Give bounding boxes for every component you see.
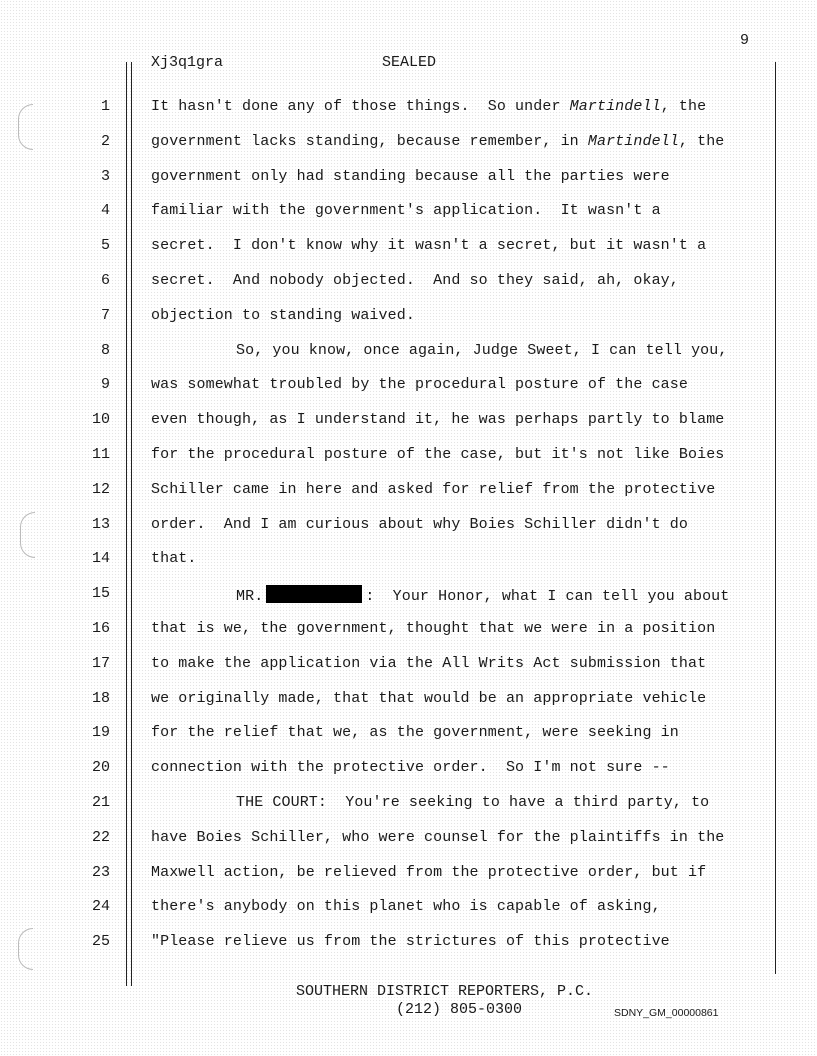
line-text <box>151 376 688 393</box>
sealed-label: SEALED <box>382 54 437 71</box>
text-segment: government lacks standing, because remember, in <box>151 132 588 150</box>
transcript-line <box>0 196 817 231</box>
line-number: 21 <box>91 793 110 811</box>
line-number: 15 <box>91 585 110 603</box>
transcript-line <box>0 370 817 405</box>
transcript-line <box>0 718 817 753</box>
transcript-line <box>0 788 817 823</box>
text-segment: government only had standing because all the parties were <box>151 167 670 185</box>
transcript-line <box>0 127 817 162</box>
line-text <box>151 133 724 150</box>
text-segment: secret. And nobody objected. And so they said, ah, okay, <box>151 271 679 289</box>
line-text <box>151 898 661 915</box>
text-segment: secret. I don't know why it wasn't a secret, but it wasn't a <box>151 237 707 255</box>
text-segment: It hasn't done any of those things. So under <box>151 98 570 115</box>
text-segment: THE COURT: You're seeking to have a third party, to <box>236 793 710 811</box>
text-segment: order. And I am curious about why Boies Schiller didn't do <box>151 515 688 533</box>
text-segment: have Boies Schiller, who were counsel for the plaintiffs in the <box>151 828 725 846</box>
case-name-italic: Martindell <box>587 132 679 150</box>
transcript-line <box>0 579 817 614</box>
line-number: 17 <box>91 654 110 672</box>
line-text <box>151 829 724 846</box>
transcript-line <box>0 649 817 684</box>
text-segment: So, you know, once again, Judge Sweet, I can tell you, <box>236 341 728 359</box>
text-segment: for the relief that we, as the government, were seeking in <box>151 724 679 742</box>
line-text <box>151 933 670 950</box>
transcript-line <box>0 684 817 719</box>
text-segment: Maxwell action, be relieved from the protective order, but if <box>151 863 707 881</box>
line-text <box>151 655 706 672</box>
transcript-line <box>0 405 817 440</box>
reporter-phone: (212) 805-0300 <box>396 1001 523 1018</box>
text-segment: MR. <box>236 588 264 606</box>
line-number: 11 <box>91 445 110 463</box>
text-segment: objection to standing waived. <box>151 306 415 324</box>
line-text <box>151 620 715 637</box>
line-text <box>151 516 688 533</box>
line-number: 6 <box>100 271 110 289</box>
transcript-line <box>0 614 817 649</box>
text-segment: that. <box>151 550 197 568</box>
line-text <box>151 550 197 567</box>
page-number: 9 <box>740 32 750 49</box>
line-number: 7 <box>100 306 110 324</box>
line-number: 12 <box>91 480 110 498</box>
case-name-italic: Martindell <box>569 98 661 115</box>
text-segment: connection with the protective order. So I'm not sure -- <box>151 759 670 777</box>
line-number: 16 <box>91 619 110 637</box>
text-segment: for the procedural posture of the case, but it's not like Boies <box>151 445 725 463</box>
text-segment: "Please relieve us from the strictures of this protective <box>151 933 670 951</box>
text-segment: that is we, the government, thought that we were in a position <box>151 619 716 637</box>
line-text <box>151 342 727 359</box>
line-number: 8 <box>100 341 110 359</box>
reporter-name: SOUTHERN DISTRICT REPORTERS, P.C. <box>296 983 594 1000</box>
redaction-bar <box>266 585 362 603</box>
line-number: 19 <box>91 724 110 742</box>
line-text <box>151 690 706 707</box>
line-text <box>151 481 715 498</box>
transcript-line <box>0 301 817 336</box>
text-segment: familiar with the government's application. It wasn't a <box>151 202 661 220</box>
bates-number: SDNY_GM_00000861 <box>614 1007 719 1019</box>
line-number: 13 <box>91 515 110 533</box>
line-text <box>151 724 679 741</box>
line-number: 9 <box>100 376 110 394</box>
text-segment: Schiller came in here and asked for relief from the protective <box>151 480 716 498</box>
transcript-lines <box>0 92 817 962</box>
line-text <box>151 585 729 605</box>
line-number: 25 <box>91 933 110 951</box>
transcript-line <box>0 510 817 545</box>
transcript-line <box>0 823 817 858</box>
line-number: 2 <box>100 132 110 150</box>
text-segment: , the <box>660 98 707 115</box>
transcript-line <box>0 266 817 301</box>
line-number: 22 <box>91 828 110 846</box>
text-segment: was somewhat troubled by the procedural posture of the case <box>151 376 688 394</box>
line-text <box>151 307 415 324</box>
text-segment: even though, as I understand it, he was perhaps partly to blame <box>151 411 725 429</box>
transcript-line <box>0 162 817 197</box>
line-text <box>151 98 706 115</box>
case-code: Xj3q1gra <box>151 54 224 71</box>
transcript-line <box>0 336 817 371</box>
line-text <box>151 168 670 185</box>
line-number: 24 <box>91 898 110 916</box>
text-segment: , the <box>678 132 725 150</box>
transcript-line <box>0 231 817 266</box>
transcript-line <box>0 858 817 893</box>
text-segment: we originally made, that that would be an appropriate vehicle <box>151 689 707 707</box>
line-text <box>151 202 661 219</box>
line-number: 10 <box>91 411 110 429</box>
text-segment: to make the application via the All Writs Act submission that <box>151 654 707 672</box>
line-number: 23 <box>91 863 110 881</box>
line-text <box>151 864 706 881</box>
transcript-line <box>0 475 817 510</box>
line-number: 5 <box>100 237 110 255</box>
transcript-line <box>0 892 817 927</box>
line-number: 18 <box>91 689 110 707</box>
transcript-line <box>0 927 817 962</box>
line-number: 1 <box>100 98 110 115</box>
transcript-line <box>0 440 817 475</box>
transcript-line <box>0 753 817 788</box>
transcript-line <box>0 544 817 579</box>
line-text <box>151 237 706 254</box>
line-number: 3 <box>100 167 110 185</box>
line-number: 14 <box>91 550 110 568</box>
line-text <box>151 446 724 463</box>
line-number: 20 <box>91 759 110 777</box>
line-text <box>151 759 670 776</box>
line-number: 4 <box>100 202 110 220</box>
line-text <box>151 411 724 428</box>
line-text <box>151 794 709 811</box>
line-text <box>151 272 679 289</box>
transcript-line <box>0 92 817 127</box>
text-segment: : Your Honor, what I can tell you about <box>365 588 730 606</box>
text-segment: there's anybody on this planet who is capable of asking, <box>151 898 661 916</box>
